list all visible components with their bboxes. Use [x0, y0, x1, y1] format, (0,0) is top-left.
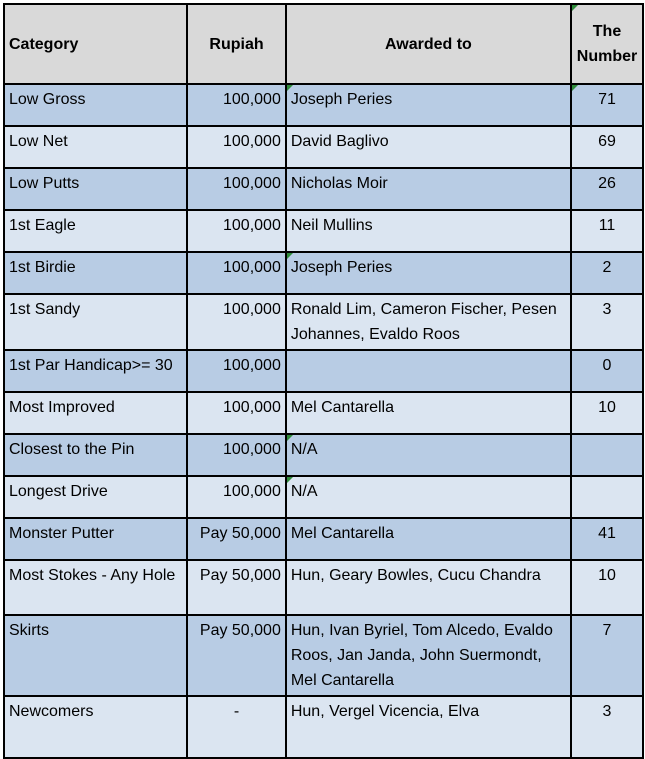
- cell-rupiah: 100,000: [187, 476, 286, 518]
- table-row: [4, 434, 643, 476]
- cell-category: 1st Eagle: [4, 210, 187, 252]
- cell-awarded-to: Mel Cantarella: [286, 518, 571, 560]
- header-awarded-to: Awarded to: [286, 4, 571, 84]
- header-number: [571, 4, 643, 84]
- cell-number: [571, 434, 643, 476]
- cell-number: 7: [571, 615, 643, 696]
- cell-rupiah: 100,000: [187, 84, 286, 126]
- cell-category: 1st Par Handicap>= 30: [4, 350, 187, 392]
- table-row: [4, 560, 643, 615]
- header-number-line1: The: [592, 23, 622, 40]
- cell-rupiah: 100,000: [187, 126, 286, 168]
- cell-category: Longest Drive: [4, 476, 187, 518]
- cell-rupiah: 100,000: [187, 252, 286, 294]
- table-row: [4, 476, 643, 518]
- cell-awarded-to: Nicholas Moir: [286, 168, 571, 210]
- table-row: [4, 252, 643, 294]
- cell-number: 2: [571, 252, 643, 294]
- cell-rupiah: 100,000: [187, 210, 286, 252]
- cell-number: 3: [571, 294, 643, 350]
- cell-awarded-to: N/A: [286, 434, 571, 476]
- cell-number: 3: [571, 696, 643, 758]
- table-row: [4, 84, 643, 126]
- table-row: [4, 210, 643, 252]
- cell-rupiah: Pay 50,000: [187, 615, 286, 696]
- cell-awarded-to: Mel Cantarella: [286, 392, 571, 434]
- cell-category: Newcomers: [4, 696, 187, 758]
- cell-awarded-to: Joseph Peries: [286, 84, 571, 126]
- cell-category: Low Gross: [4, 84, 187, 126]
- header-rupiah: Rupiah: [187, 4, 286, 84]
- cell-awarded-to: David Baglivo: [286, 126, 571, 168]
- cell-category: Low Putts: [4, 168, 187, 210]
- cell-awarded-to: Hun, Ivan Byriel, Tom Alcedo, Evaldo Roos, Jan Janda, John Suermondt, Mel Cantarella: [286, 615, 571, 696]
- cell-number: [571, 476, 643, 518]
- cell-awarded-to: Ronald Lim, Cameron Fischer, Pesen Johannes, Evaldo Roos: [286, 294, 571, 350]
- cell-category: Monster Putter: [4, 518, 187, 560]
- cell-number: 71: [571, 84, 643, 126]
- table-row: [4, 350, 643, 392]
- cell-number: 26: [571, 168, 643, 210]
- cell-rupiah: 100,000: [187, 294, 286, 350]
- cell-number: 10: [571, 560, 643, 615]
- table-row: [4, 615, 643, 696]
- cell-rupiah: 100,000: [187, 434, 286, 476]
- cell-number: 41: [571, 518, 643, 560]
- cell-category: Low Net: [4, 126, 187, 168]
- cell-number: 69: [571, 126, 643, 168]
- cell-category: Skirts: [4, 615, 187, 696]
- cell-category: Most Stokes - Any Hole: [4, 560, 187, 615]
- cell-rupiah: 100,000: [187, 168, 286, 210]
- cell-category: Closest to the Pin: [4, 434, 187, 476]
- awards-table: [3, 3, 644, 759]
- cell-awarded-to: N/A: [286, 476, 571, 518]
- cell-rupiah: Pay 50,000: [187, 560, 286, 615]
- header-category: Category: [4, 4, 187, 84]
- cell-awarded-to: Hun, Geary Bowles, Cucu Chandra: [286, 560, 571, 615]
- cell-category: 1st Birdie: [4, 252, 187, 294]
- cell-number: 11: [571, 210, 643, 252]
- cell-awarded-to: Neil Mullins: [286, 210, 571, 252]
- cell-category: Most Improved: [4, 392, 187, 434]
- cell-rupiah: 100,000: [187, 392, 286, 434]
- cell-category: 1st Sandy: [4, 294, 187, 350]
- table-row: [4, 696, 643, 758]
- table-row: [4, 518, 643, 560]
- table-row: [4, 168, 643, 210]
- table-row: [4, 392, 643, 434]
- cell-number: 0: [571, 350, 643, 392]
- cell-rupiah: 100,000: [187, 350, 286, 392]
- cell-rupiah: -: [187, 696, 286, 758]
- cell-awarded-to: [286, 350, 571, 392]
- cell-rupiah: Pay 50,000: [187, 518, 286, 560]
- header-number-line2: Number: [576, 48, 638, 65]
- table-row: [4, 294, 643, 350]
- cell-number: 10: [571, 392, 643, 434]
- table-row: [4, 126, 643, 168]
- cell-awarded-to: Joseph Peries: [286, 252, 571, 294]
- header-row: [4, 4, 643, 84]
- cell-awarded-to: Hun, Vergel Vicencia, Elva: [286, 696, 571, 758]
